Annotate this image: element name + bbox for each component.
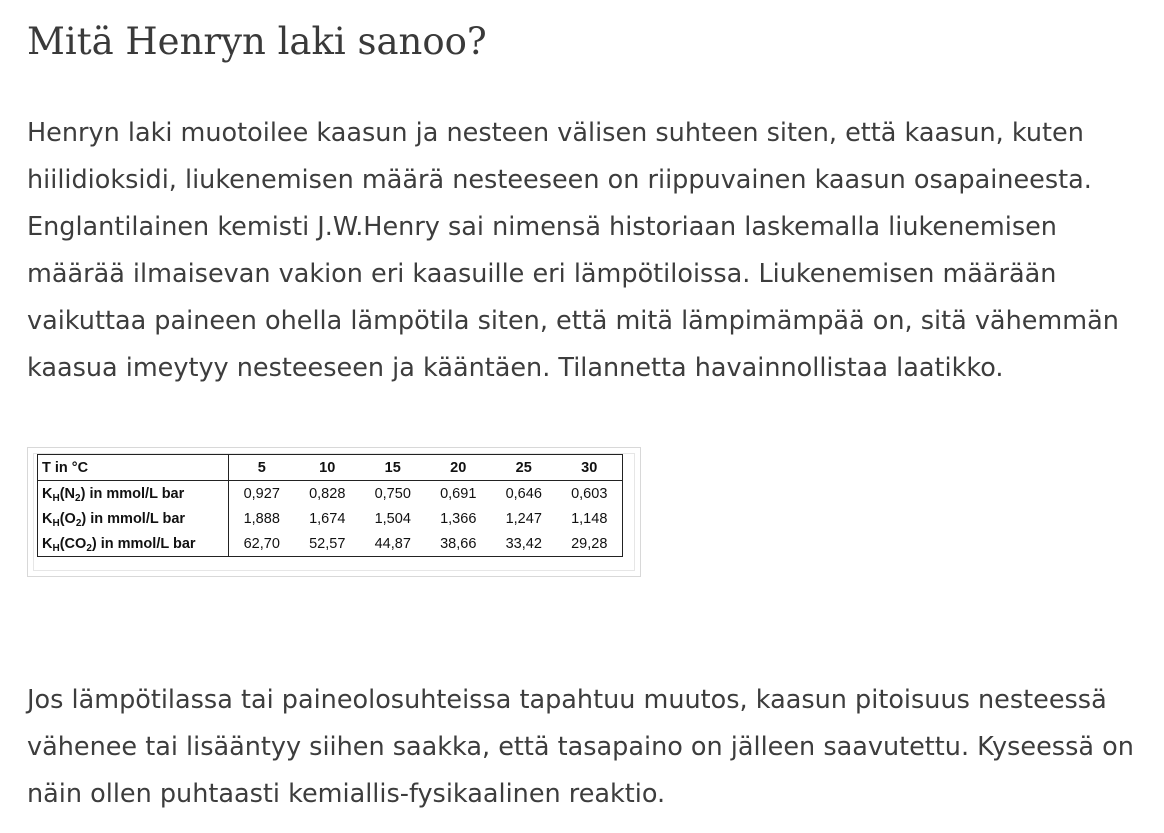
label-gas-subscript: 2 <box>86 542 92 554</box>
page-title: Mitä Henryn laki sanoo? <box>27 20 487 63</box>
label-k: K <box>42 535 53 552</box>
table-cell: 0,927 <box>243 485 280 502</box>
table-cell: 1,366 <box>440 510 477 527</box>
row-label-n2 <box>38 481 229 507</box>
paragraph-line: vähenee tai lisääntyy siihen saakka, että tasapaino on jälleen saavutettu. Kyseessä on <box>27 732 1134 762</box>
label-gas: (N <box>59 485 76 502</box>
table-cell: 0,603 <box>571 485 608 502</box>
table-cell: 29,28 <box>571 535 608 552</box>
table-cell: 62,70 <box>243 535 280 552</box>
paragraph-line: kaasua imeytyy nesteeseen ja kääntäen. Tilannetta havainnollistaa laatikko. <box>27 353 1004 383</box>
temperature-header-cell: 25 <box>491 455 557 481</box>
temperature-header-label: T in °C <box>38 455 229 481</box>
temperature-header-cell: 10 <box>295 455 361 481</box>
paragraph-line: Englantilainen kemisti J.W.Henry sai nimensä historiaan laskemalla liukenemisen <box>27 212 1057 242</box>
label-k-subscript: H <box>52 542 60 554</box>
closing-paragraph <box>27 677 1137 818</box>
table-cell: 33,42 <box>505 535 542 552</box>
paragraph-line: hiilidioksidi, liukenemisen määrä nesteeseen on riippuvainen kaasun osapaineesta. <box>27 165 1092 195</box>
table-cell: 1,674 <box>309 510 346 527</box>
temperature-header-cell: 30 <box>557 455 623 481</box>
temperature-header-cell: 20 <box>426 455 492 481</box>
label-k-subscript: H <box>52 517 60 529</box>
table-cell: 0,646 <box>505 485 542 502</box>
henry-constants-image-frame <box>27 447 641 577</box>
label-unit: ) in mmol/L bar <box>80 485 185 502</box>
label-unit: ) in mmol/L bar <box>81 510 186 527</box>
label-k-subscript: H <box>52 492 60 504</box>
paragraph-line: määrää ilmaisevan vakion eri kaasuille eri lämpötiloissa. Liukenemisen määrään <box>27 259 1057 289</box>
label-k: K <box>42 485 53 502</box>
table-row <box>38 481 623 507</box>
table-cell: 1,148 <box>571 510 608 527</box>
temperature-header-cell: 15 <box>360 455 426 481</box>
temperature-header-cell: 5 <box>229 455 295 481</box>
table-cell: 0,750 <box>374 485 411 502</box>
label-unit: ) in mmol/L bar <box>91 535 196 552</box>
table-row <box>38 531 623 557</box>
paragraph-line: Jos lämpötilassa tai paineolosuhteissa tapahtuu muutos, kaasun pitoisuus nesteessä <box>27 685 1107 715</box>
label-gas: (CO <box>59 535 87 552</box>
paragraph-line: vaikuttaa paineen ohella lämpötila siten, että mitä lämpimämpää on, sitä vähemmän <box>27 306 1119 336</box>
label-gas: (O <box>59 510 76 527</box>
table-cell: 1,888 <box>243 510 280 527</box>
label-k: K <box>42 510 53 527</box>
table-cell: 0,828 <box>309 485 346 502</box>
label-gas-subscript: 2 <box>75 492 81 504</box>
table-cell: 0,691 <box>440 485 477 502</box>
label-gas-subscript: 2 <box>75 517 82 529</box>
table-row <box>38 506 623 531</box>
table-cell: 1,247 <box>505 510 542 527</box>
table-header-row <box>38 455 623 481</box>
table-cell: 52,57 <box>309 535 346 552</box>
paragraph-line: Henryn laki muotoilee kaasun ja nesteen välisen suhteen siten, että kaasun, kuten <box>27 118 1084 148</box>
table-cell: 1,504 <box>374 510 411 527</box>
paragraph-line: näin ollen puhtaasti kemiallis-fysikaalinen reaktio. <box>27 779 666 809</box>
intro-paragraph <box>27 110 1137 392</box>
henry-constants-table <box>37 454 623 557</box>
table-cell: 38,66 <box>440 535 477 552</box>
row-label-o2 <box>38 506 229 531</box>
row-label-co2 <box>38 531 229 557</box>
table-cell: 44,87 <box>374 535 411 552</box>
